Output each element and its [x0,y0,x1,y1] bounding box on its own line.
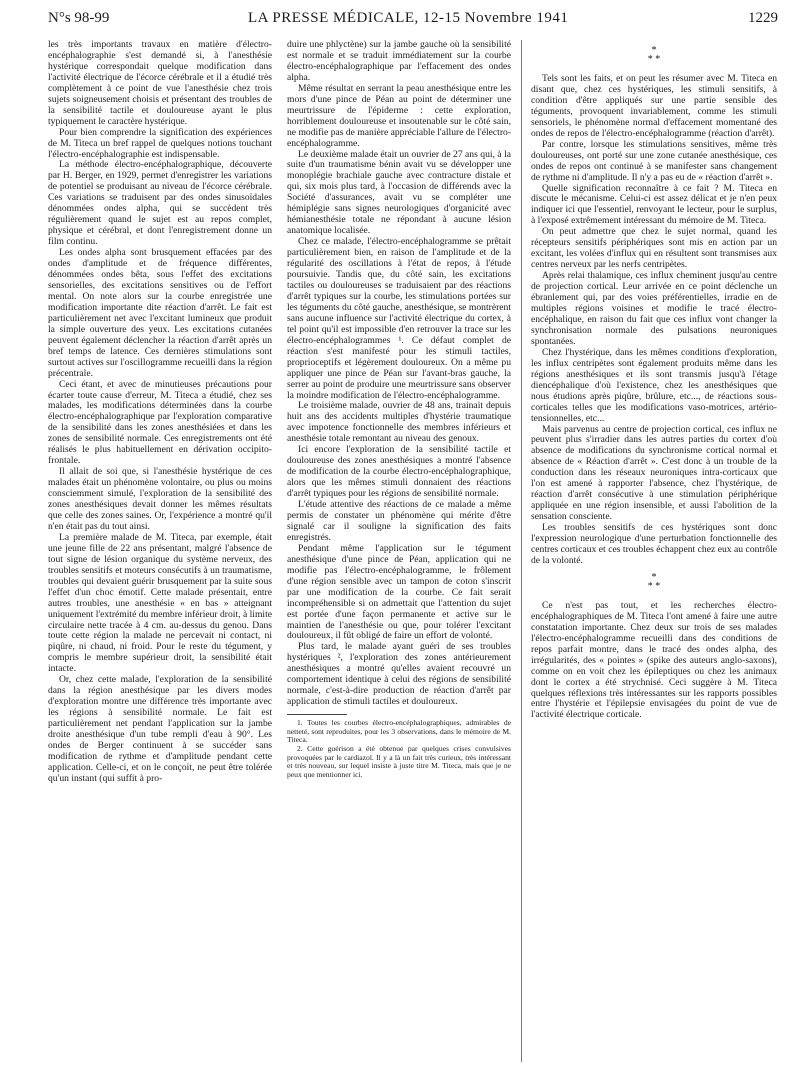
paragraph: Après relai thalamique, ces influx cheminent jusqu'au centre de projection cortical. Leur arrivée en ce point déclenche un ébranlement qui, par des voies préférentielles, irradie en de multiples régions voisines et modifie le tracé électro-encéphalique, en raison du fait que ces influx vont changer la synchronisation normale des pulsations neuroniques spontanées. [531,270,777,347]
paragraph: Les ondes alpha sont brusquement effacées par des ondes d'amplitude et de fréquence différentes, dénommées ondes bêta, sous l'effet des excitations sensorielles, des excitations sensitives ou de l'effort mental. On note alors sur la courbe enregistrée une modification importante dite réaction d'arrêt. Le fait est particulièrement net avec l'excitant lumineux que produit la simple ouverture des yeux. Les excitations cutanées peuvent également déclencher la réaction d'arrêt après un bref temps de latence. Ces dernières stimulations sont surtout actives sur l'oscillogramme recueilli dans la région précentrale. [48,247,272,379]
paragraph: Quelle signification reconnaître à ce fait ? M. Titeca en discute le mécanisme. Celui-ci est assez délicat et je n'en peux indiquer ici que l'essentiel, renvoyant le lecteur, pour le surplus, à l'exposé extrêmement intéressant du mémoire de M. Titeca. [531,182,777,227]
paragraph: Chez l'hystérique, dans les mêmes conditions d'exploration, les influx centripètes sont également produits même dans les régions anesthésiques et ils sont transmis jusqu'à l'étage diencéphalique d'où l'existence, chez les anesthésiques que nous étudions après piqûre, brûlure, etc..., de réactions sous-corticales telles que les modifications vaso-motrices, artério-tensionnelles, etc... [531,346,777,424]
paragraph: Pour bien comprendre la signification des expériences de M. Titeca un bref rappel de quelques notions touchant l'électro-encéphalographie est indispensable. [48,126,272,160]
footnote: 1. Toutes les courbes électro-encéphalographiques, admirables de netteté, sont reproduites, pour les 3 observations, dans le mémoire de M. Titeca. [287,718,511,745]
column-2 [287,40,511,779]
paragraph: Même résultat en serrant la peau anesthésique entre les mors d'une pince de Péan au point de déterminer une meurtrissure de l'épiderme : cette exploration, horriblement douloureuse et insoutenable sur le côté sain, ne modifie pas de manière appréciable l'allure de l'électro-encéphalogramme. [287,82,512,149]
paragraph: Par contre, lorsque les stimulations sensitives, même très douloureuses, ont porté sur une zone cutanée anesthésique, ces ondes de repos ont continué à se manifester sans changement de rythme ni d'amplitude. Il n'y a pas eu de « réaction d'arrêt ». [531,138,777,183]
paragraph: Tels sont les faits, et on peut les résumer avec M. Titeca en disant que, chez ces hystériques, les stimuli sensitifs, à condition d'être appliqués sur une partie sensible des téguments, provoquent invariablement, comme les stimuli sensoriels, le phénomène normal d'effacement momentané des ondes de repos de l'électro-encéphalogramme (réaction d'arrêt). [531,73,777,139]
section-separator: * * * [647,45,661,65]
paragraph: Or, chez cette malade, l'exploration de la sensibilité dans la région anesthésique par les divers modes d'exploration montre une différence très importante avec les régions à sensibilité normale. Le fait est particulièrement net pendant l'application sur la jambe droite anesthésique d'un tube rempli d'eau à 90°. Les ondes de Berger continuent à se succéder sans modification de rythme et d'amplitude pendant cette application. Celle-ci, et on le conçoit, ne peut être tolérée qu'un instant (qui suffit à pro- [48,674,272,784]
running-header [48,8,778,30]
journal-title: LA PRESSE MÉDICALE, 12-15 Novembre 1941 [248,10,569,26]
footnote: 2. Cette guérison a été obtenue par quelques crises convulsives provoquées par le cardiazol. Il y a là un fait très curieux, très intéressant et très nouveau, sur lequel insiste à juste titre M. Titeca, mais que je ne peux que mentionner ici. [287,743,511,779]
paragraph: Les troubles sensitifs de ces hystériques sont donc l'expression neurologique d'une perturbation fonctionnelle des centres corticaux et ces troubles échappent chez eux au contrôle de la volonté. [531,522,777,566]
paragraph: Le deuxième malade était un ouvrier de 27 ans qui, à la suite d'un traumatisme bénin avait vu se développer une monoplégie brachiale gauche avec contracture distale et qui, six mois plus tard, à l'occasion de différends avec la Société d'assurances, avait vu se compléter une hémiplégie sans signes neurologiques d'organicité avec hémianesthésie totale ne répondant à aucune lésion anatomique localisée. [287,148,511,237]
page-number: 1229 [748,10,778,26]
issue-number: N°s 98-99 [48,10,110,26]
paragraph: Mais parvenus au centre de projection cortical, ces influx ne peuvent plus s'irradier dans les autres parties du cortex d'où absence de modifications du synchronisme cortical normal et absence de « Réaction d'arrêt ». C'est donc à un trouble de la conduction dans les réseaux neuroniques intra-corticaux que l'on est amené à rapporter l'absence, chez l'hystérique, de réaction d'arrêt consécutive à une stimulation périphérique appliquée en une région insensible, et aussi l'abolition de la sensation consciente. [531,423,777,523]
paragraph: La méthode électro-encéphalographique, découverte par H. Berger, en 1929, permet d'enregistrer les variations de potentiel se produisant au niveau de l'écorce cérébrale. Ces variations se traduisent par des ondes sinusoïdales dénommées ondes alpha, qui se succèdent très régulièrement quand le sujet est au repos complet, physique et cérébral, et dont l'enregistrement donne un film continu. [48,159,272,248]
paragraph: Il allait de soi que, si l'anesthésie hystérique de ces malades était un phénomène volontaire, ou plus ou moins consciemment simulé, l'exploration de la sensibilité des zones anesthésiques devait donner les mêmes résultats que celle des zones saines. Or, l'expérience a montré qu'il n'en était pas du tout ainsi. [48,466,272,532]
footnote-rule [287,714,347,715]
paragraph: Ce n'est pas tout, et les recherches électro-encéphalographiques de M. Titeca l'ont amené à faire une autre constatation importante. Chez deux sur trois de ses malades l'électro-encéphalogramme recueilli dans des conditions de repos parfait montre, dans le tracé des ondes alpha, des irrégularités, des « pointes » (spike des auteurs anglo-saxons), comme on en voit chez les épileptiques ou chez les animaux dont le cortex a été strychnisé. Ceci suggère à M. Titeca quelques réflexions très intéressantes sur les rapports possibles entre l'hystérie et l'épilepsie envisagées du point de vue de l'activité électrique corticale. [531,599,777,721]
column-divider [521,40,522,1062]
section-separator: * * * [647,571,661,592]
paragraph: On peut admettre que chez le sujet normal, quand les récepteurs sensitifs périphériques sont mis en action par un excitant, les volées d'influx qui en résultent sont transmises aux centres nerveux par les nerfs centripètes. [531,226,777,271]
footnotes [287,714,511,779]
paragraph: Ceci étant, et avec de minutieuses précautions pour écarter toute cause d'erreur, M. Titeca a étudié, chez ses malades, les modifications déterminées dans la courbe électro-encéphalographique par l'exploration comparative de la sensibilité dans les zones anesthésiées et dans les zones de sensibilité normale. Ces enregistrements ont été réalisés le plus habituellement en dérivation occipito-frontale. [48,378,272,467]
paragraph: Le troisième malade, ouvrier de 48 ans, trainait depuis huit ans des accidents multiples d'hystérie traumatique avec impotence fonctionnelle des membres inférieurs et anesthésie totale remontant au niveau des genoux. [287,400,511,445]
paragraph: les très importants travaux en matière d'électro-encéphalographie s'est demandé si, à l'anesthésie hystérique correspondait quelque modification dans l'activité électrique de l'écorce cérébrale et il a étudié très complètement à ce point de vue l'anesthésie chez trois sujets soigneusement choisis et présentant des troubles de la sensibilité tactile et douloureuse ayant le plus typiquement le caractère hystérique. [48,39,272,127]
paragraph: Plus tard, le malade ayant guéri de ses troubles hystériques ², l'exploration des zones antérieurement anesthésiques a montré qu'elles avaient recouvré un comportement identique à celui des régions de sensibilité normale, c'est-à-dire production de réaction d'arrêt par application de stimuli tactiles et douloureux. [287,641,511,708]
paragraph: La première malade de M. Titeca, par exemple, était une jeune fille de 22 ans présentant, malgré l'absence de tout signe de lésion organique du système nerveux, des troubles sensitifs et moteurs consécutifs à un traumatisme, troubles qui devaient guérir brusquement par la suite sous l'effet d'un choc émotif. Cette malade présentait, entre autres troubles, une anesthésie « en bas » atteignant uniquement l'extrémité du membre inférieur droit, à limite circulaire nette tracée à 4 cm. au-dessus du genou. Dans toute cette région la malade ne percevait ni contact, ni piqûre, ni chaud, ni froid. Pour le reste du tégument, y compris le membre supérieur droit, la sensibilité était intacte. [48,531,272,675]
column-3 [531,40,777,721]
paragraph: Chez ce malade, l'électro-encéphalogramme se prêtait particulièrement bien, en raison de l'amplitude et de la régularité des oscillations à l'état de repos, à l'étude poursuivie. Tandis que, du côté sain, les excitations tactiles ou douloureuses se traduisaient par des réactions d'arrêt typiques sur la courbe, les stimulations portées sur les téguments du côté gauche, anesthésique, se montrèrent sans aucune influence sur l'activité électrique du cortex, à tel point qu'il est impossible d'en retrouver la trace sur les électro-encéphalogrammes ¹. Ce défaut complet de réaction s'est manifesté pour les stimuli tactiles, proprioceptifs et légèrement douloureux. On a même pu appliquer une pince de Péan sur l'avant-bras gauche, la serrer au point de produire une meurtrissure sans observer la moindre modification de l'électro-encéphalogramme. [287,236,511,401]
paragraph: L'étude attentive des réactions de ce malade a même permis de constater un phénomène qui mérite d'être signalé car il souligne la signification des faits enregistrés. [287,499,511,543]
paragraph: Ici encore l'exploration de la sensibilité tactile et douloureuse des zones anesthésiques a montré l'absence de modification de la courbe électro-encéphalographique, alors que les mêmes stimuli donnaient des réactions d'arrêt typiques pour les régions de sensibilité normale. [287,444,511,500]
paragraph: duire une phlyctène) sur la jambe gauche où la sensibilité est normale et se traduit immédiatement sur la courbe électro-encéphalographique par l'effacement des ondes alpha. [287,39,511,83]
paragraph: Pendant même l'application sur le tégument anesthésique d'une pince de Péan, application qui ne modifie pas l'électro-encéphalogramme, le frôlement d'une région sensible avec un tampon de coton s'inscrit par une modification de la courbe. Ce fait serait incompréhensible si on admettait que l'attention du sujet est portée d'une façon permanente et active sur le maintien de l'anesthésie ou que, pour tolérer l'excitant douloureux, il fût obligé de faire un effort de volonté. [287,542,511,642]
column-1 [48,40,272,785]
